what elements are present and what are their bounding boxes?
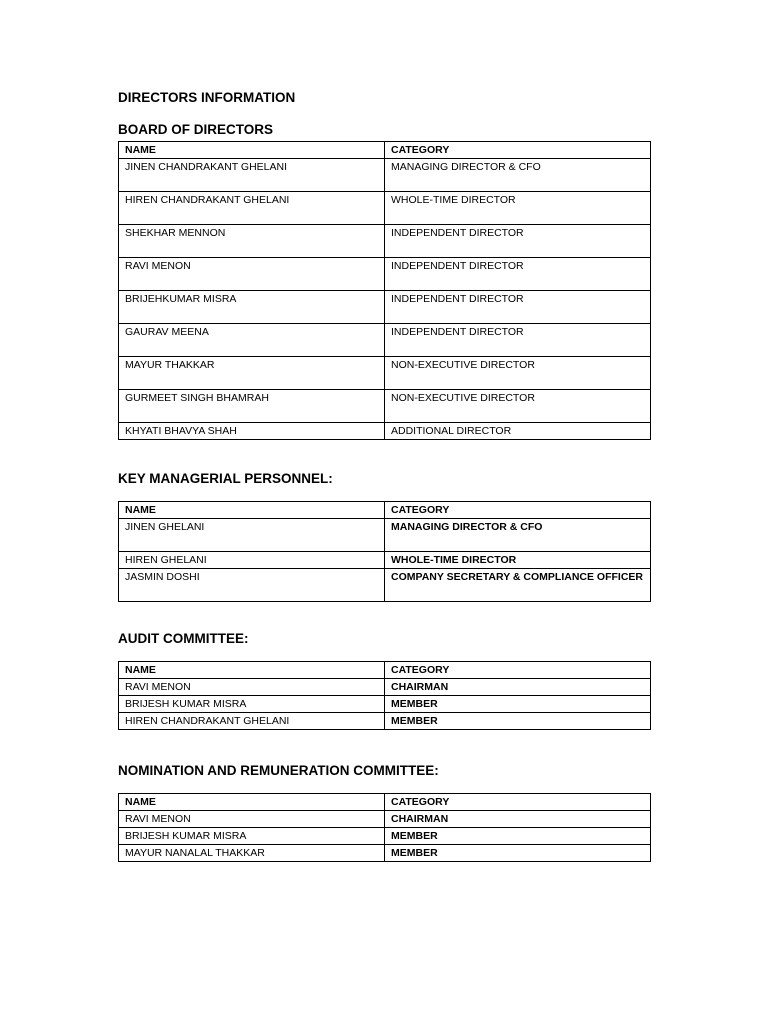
category-header: CATEGORY <box>385 502 651 519</box>
category-header: CATEGORY <box>385 662 651 679</box>
table-row <box>119 159 651 192</box>
table-row <box>119 811 651 828</box>
category-cell: COMPANY SECRETARY & COMPLIANCE OFFICER <box>385 569 651 602</box>
name-cell: HIREN CHANDRAKANT GHELANI <box>119 192 385 225</box>
table-row <box>119 679 651 696</box>
name-cell: RAVI MENON <box>119 258 385 291</box>
name-cell: BRIJESH KUMAR MISRA <box>119 696 385 713</box>
table-header-row <box>119 662 651 679</box>
kmp-heading: KEY MANAGERIAL PERSONNEL: <box>118 471 333 486</box>
name-header: NAME <box>119 794 385 811</box>
table-row <box>119 225 651 258</box>
name-cell: SHEKHAR MENNON <box>119 225 385 258</box>
name-cell: BRIJESH KUMAR MISRA <box>119 828 385 845</box>
category-cell: INDEPENDENT DIRECTOR <box>385 291 651 324</box>
category-cell: MEMBER <box>385 696 651 713</box>
table-header-row <box>119 794 651 811</box>
name-cell: MAYUR NANALAL THAKKAR <box>119 845 385 862</box>
table-row <box>119 569 651 602</box>
name-cell: GURMEET SINGH BHAMRAH <box>119 390 385 423</box>
table-row <box>119 390 651 423</box>
category-cell: MEMBER <box>385 828 651 845</box>
category-cell: NON-EXECUTIVE DIRECTOR <box>385 357 651 390</box>
name-header: NAME <box>119 502 385 519</box>
name-cell: RAVI MENON <box>119 679 385 696</box>
name-cell: RAVI MENON <box>119 811 385 828</box>
nrc-heading: NOMINATION AND REMUNERATION COMMITTEE: <box>118 763 439 778</box>
category-cell: INDEPENDENT DIRECTOR <box>385 258 651 291</box>
table-row <box>119 828 651 845</box>
category-cell: MEMBER <box>385 845 651 862</box>
category-cell: MEMBER <box>385 713 651 730</box>
table-row <box>119 324 651 357</box>
name-cell: KHYATI BHAVYA SHAH <box>119 423 385 440</box>
table-row <box>119 423 651 440</box>
table-row <box>119 696 651 713</box>
name-cell: BRIJEHKUMAR MISRA <box>119 291 385 324</box>
kmp-table <box>118 501 651 602</box>
table-row <box>119 258 651 291</box>
name-cell: HIREN CHANDRAKANT GHELANI <box>119 713 385 730</box>
table-row <box>119 192 651 225</box>
category-cell: INDEPENDENT DIRECTOR <box>385 225 651 258</box>
category-header: CATEGORY <box>385 142 651 159</box>
category-cell: INDEPENDENT DIRECTOR <box>385 324 651 357</box>
nrc-table <box>118 793 651 862</box>
name-header: NAME <box>119 662 385 679</box>
table-row <box>119 357 651 390</box>
category-cell: CHAIRMAN <box>385 811 651 828</box>
category-cell: CHAIRMAN <box>385 679 651 696</box>
category-cell: MANAGING DIRECTOR & CFO <box>385 519 651 552</box>
audit-table <box>118 661 651 730</box>
category-cell: MANAGING DIRECTOR & CFO <box>385 159 651 192</box>
table-row <box>119 845 651 862</box>
name-cell: JINEN GHELANI <box>119 519 385 552</box>
name-cell: JASMIN DOSHI <box>119 569 385 602</box>
category-header: CATEGORY <box>385 794 651 811</box>
name-cell: HIREN GHELANI <box>119 552 385 569</box>
table-row <box>119 713 651 730</box>
category-cell: WHOLE-TIME DIRECTOR <box>385 192 651 225</box>
board-table <box>118 141 651 440</box>
audit-heading: AUDIT COMMITTEE: <box>118 631 249 646</box>
name-cell: JINEN CHANDRAKANT GHELANI <box>119 159 385 192</box>
table-header-row <box>119 142 651 159</box>
board-heading: BOARD OF DIRECTORS <box>118 122 274 137</box>
name-cell: MAYUR THAKKAR <box>119 357 385 390</box>
table-row <box>119 291 651 324</box>
table-row <box>119 552 651 569</box>
category-cell: WHOLE-TIME DIRECTOR <box>385 552 651 569</box>
table-row <box>119 519 651 552</box>
name-header: NAME <box>119 142 385 159</box>
name-cell: GAURAV MEENA <box>119 324 385 357</box>
page-title: DIRECTORS INFORMATION <box>118 90 296 105</box>
table-header-row <box>119 502 651 519</box>
category-cell: NON-EXECUTIVE DIRECTOR <box>385 390 651 423</box>
category-cell: ADDITIONAL DIRECTOR <box>385 423 651 440</box>
